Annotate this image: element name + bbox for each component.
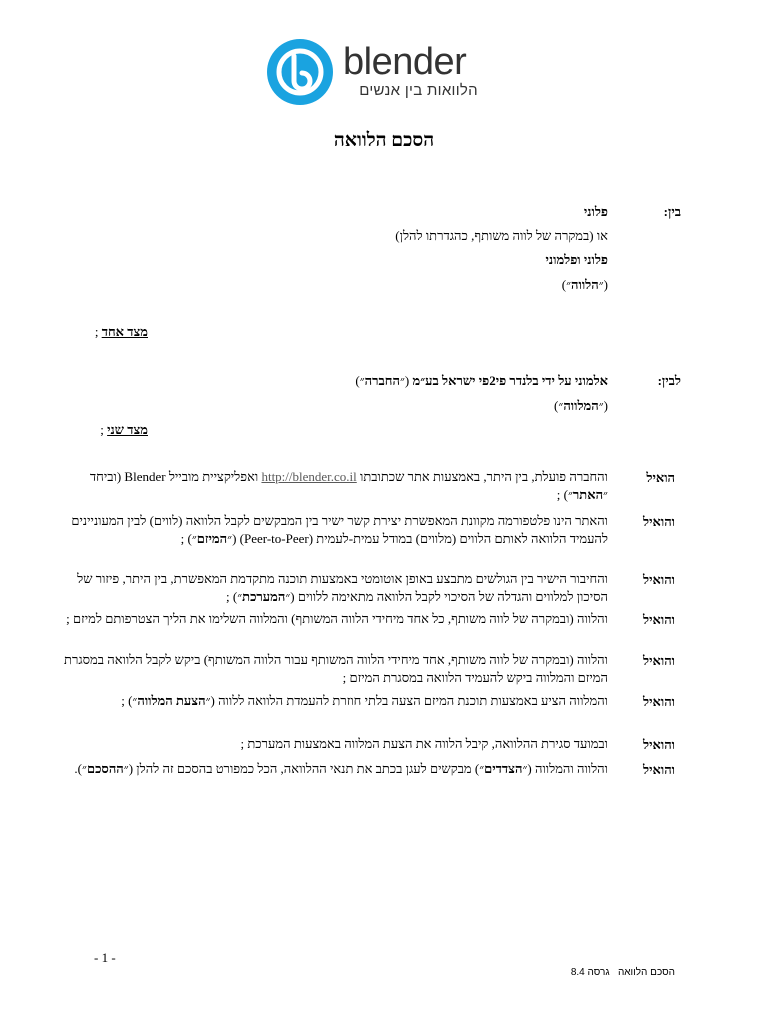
between-label: בין:	[663, 204, 681, 219]
website-link[interactable]: http://blender.co.il	[261, 469, 357, 484]
recital-text: והחיבור הישיר בין הגולשים מתבצע באופן אוטומטי באמצעות תוכנה מתקדמת המאפשרת, בין היתר, פיזור של הסיכון למלווים והגדלה של הסיכוי לקבל הלוואה מתאימה ללווים (״המערכת״) ;	[77, 571, 608, 604]
logo-tagline: הלוואות בין אנשים	[359, 82, 478, 99]
recital-label: הואיל	[646, 470, 675, 485]
recital-label: והואיל	[643, 612, 675, 627]
recital-label: והואיל	[643, 762, 675, 777]
recital-text: והמלווה הציע באמצעות תוכנת המיזם הצעה בלתי חוזרת להעמדת הלוואה ללווה (״הצעת המלווה״) ;	[121, 693, 608, 708]
recital-label: והואיל	[643, 694, 675, 709]
recital-label: והואיל	[643, 514, 675, 529]
recital-text: והלווה והמלווה (״הצדדים״) מבקשים לעגן בכתב את תנאי ההלוואה, הכל כמפורט בהסכם זה להלן (״ההסכם״).	[74, 761, 608, 776]
borrower-name: פלוני	[583, 204, 608, 219]
page-number: - 1 -	[94, 950, 116, 965]
borrower-definition: (״הלווה״)	[561, 277, 608, 292]
logo-wordmark: blender	[343, 41, 467, 83]
recital-text: והלווה (ובמקרה של לווה משותף, אחד מיחידי הלווה המשותף עבור הלווה המשותף) ביקש לקבל הלוואה במסגרת המיזם והמלווה ביקש להעמיד הלוואה במסגרת המיזם ;	[64, 652, 608, 685]
side-two: מצד שני ;	[100, 422, 148, 437]
recital-label: והואיל	[643, 572, 675, 587]
lender-definition: (״המלווה״)	[554, 398, 608, 413]
borrower-joint: פלוני ופלמוני	[545, 252, 608, 267]
recital-text: ובמועד סגירת ההלוואה, קיבל הלווה את הצעת המלווה באמצעות המערכת ;	[240, 736, 608, 751]
and-between-label: לבין:	[657, 373, 681, 388]
recital-text: והאתר הינו פלטפורמה מקוונת המאפשרת יצירת קשר ישיר בין המבקשים לקבל הלוואה (לווים) לבין המעוניינים להעמיד הלוואה לאותם הלווים (מלווים) במודל עמית-לעמית (Peer-to-Peer) (״המיזם״) ;	[71, 513, 608, 546]
footer-version: גרסה 8.4	[570, 967, 610, 978]
footer-doc-name: הסכם הלוואה	[617, 967, 675, 978]
side-one: מצד אחד ;	[94, 324, 148, 339]
blender-logo-icon	[267, 39, 333, 105]
document-title: הסכם הלוואה	[333, 130, 435, 151]
borrower-alt: או (במקרה של לווה משותף, כהגדרתו להלן)	[395, 228, 608, 243]
lender-name: אלמוני על ידי בלנדר פי2פי ישראל בע״מ (״החברה״)	[355, 373, 608, 388]
footer	[571, 967, 675, 978]
recital-label: והואיל	[643, 653, 675, 668]
recital-text: והחברה פועלת, בין היתר, באמצעות אתר שכתובתו http://blender.co.il ואפליקציית מובייל Blender (וביחד ״האתר״) ;	[89, 469, 608, 502]
recital-text: והלווה (ובמקרה של לווה משותף, כל אחד מיחידי הלווה המשותף) והמלווה השלימו את הליך הצטרפותם למיזם ;	[66, 611, 608, 626]
recital-label: והואיל	[643, 737, 675, 752]
